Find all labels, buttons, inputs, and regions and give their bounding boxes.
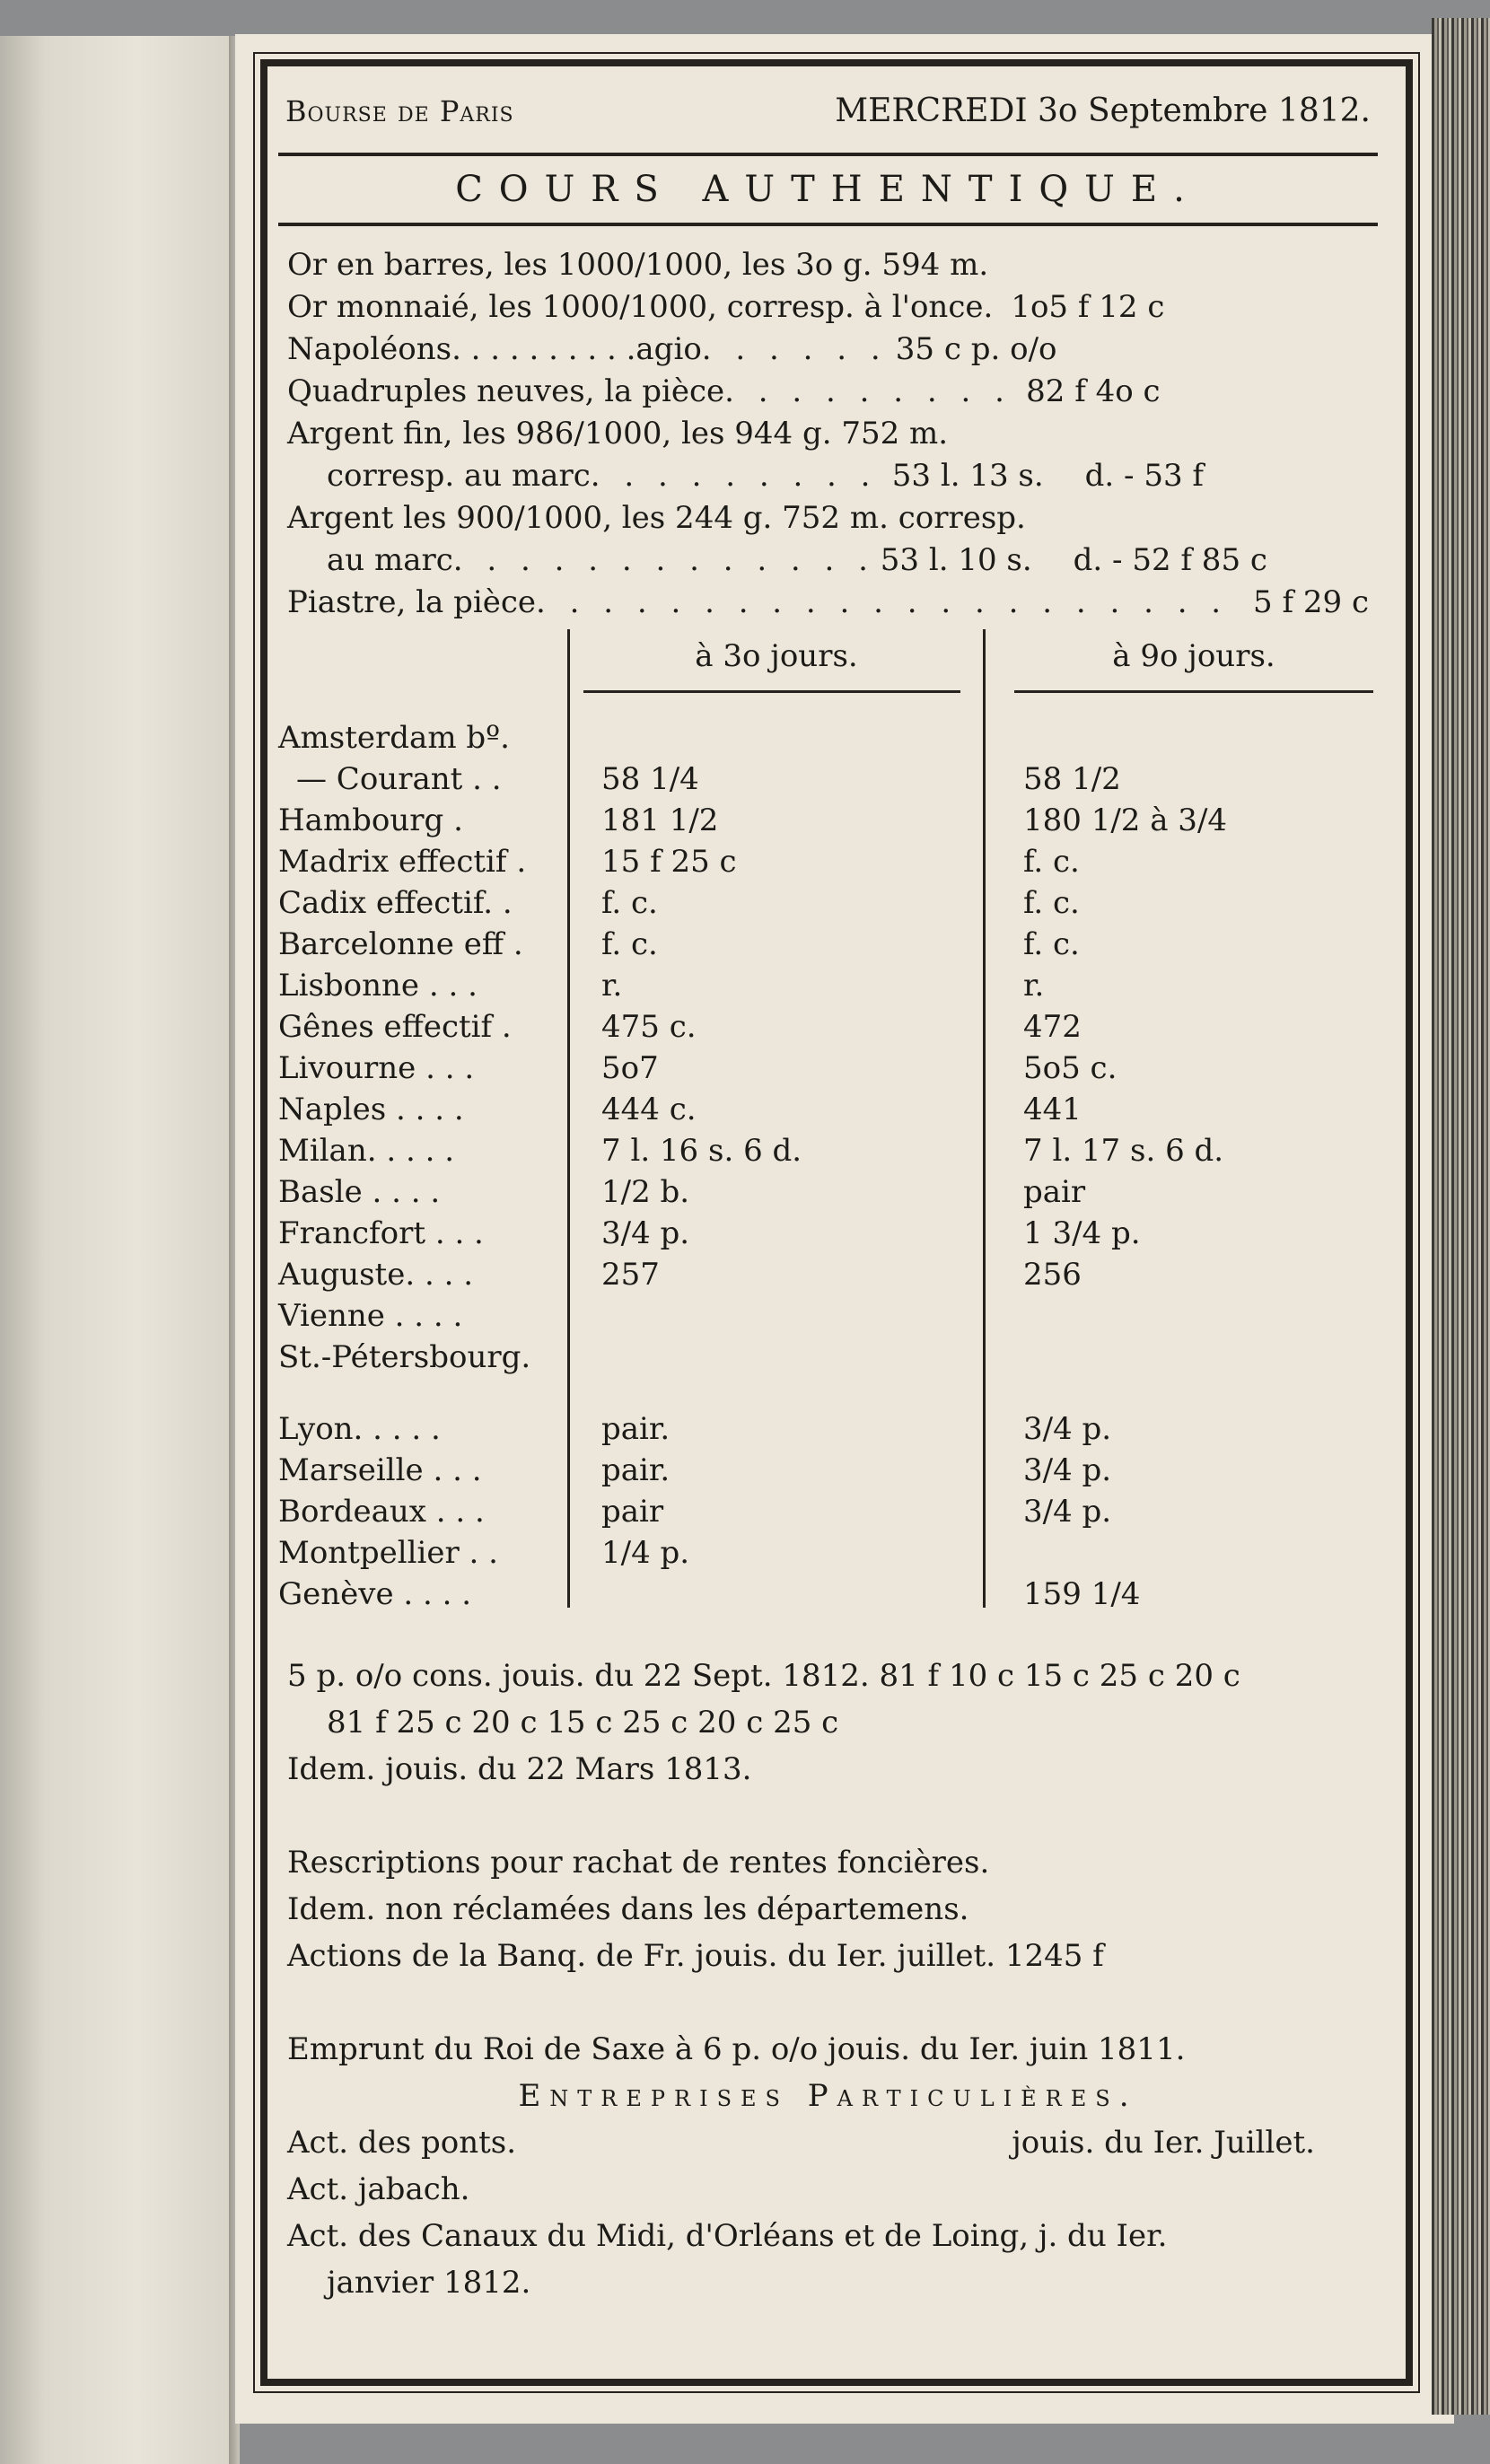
exchange-row: [278, 1574, 1378, 1615]
exchange-row: [278, 1337, 1378, 1378]
page-content: [278, 81, 1378, 2352]
header-bourse: Bourse de Paris: [285, 94, 514, 128]
entreprises-heading: Entreprises Particulières.: [518, 2078, 1138, 2114]
exchange-row: [278, 1491, 1378, 1532]
left-page: [0, 36, 229, 2464]
rate-30-days: 475 c.: [601, 1009, 697, 1045]
exchange-row: [278, 1089, 1378, 1130]
rente-line: Idem. non réclamées dans les départemens.: [287, 1891, 969, 1927]
exchange-city: Bordeaux . . .: [278, 1494, 485, 1530]
metal-line: Or monnaié, les 1000/1000, corresp. à l'once. 1o5 f 12 c: [287, 289, 1165, 325]
rate-30-days: pair: [601, 1494, 664, 1530]
exchange-city: Lyon. . . . .: [278, 1411, 441, 1447]
exchange-row: [278, 924, 1378, 965]
exchange-city: Vienne . . . .: [278, 1298, 463, 1334]
rate-90-days: 3/4 p.: [1023, 1411, 1112, 1447]
rate-90-days: 5o5 c.: [1023, 1050, 1118, 1086]
exchange-city: Genève . . . .: [278, 1576, 472, 1612]
column-header-rule: [1014, 690, 1373, 693]
metal-line: Argent fin, les 986/1000, les 944 g. 752 m.: [287, 416, 949, 452]
metal-line: Quadruples neuves, la pièce . . . 82 f 4o c: [287, 371, 1369, 413]
exchange-row: [278, 1450, 1378, 1491]
rate-90-days: 180 1/2 à 3/4: [1023, 802, 1228, 838]
rate-30-days: 5o7: [601, 1050, 659, 1086]
rente-line: janvier 1812.: [327, 2265, 531, 2301]
rente-line: Act. des ponts. jouis. du Ier. Juillet.: [287, 2125, 1315, 2161]
exchange-row: [278, 882, 1378, 924]
rate-90-days: 3/4 p.: [1023, 1452, 1112, 1488]
rente-line: Idem. jouis. du 22 Mars 1813.: [287, 1751, 752, 1787]
exchange-city: — Courant . .: [296, 761, 502, 797]
exchange-row: [278, 965, 1378, 1006]
rate-90-days: pair: [1023, 1174, 1086, 1210]
rate-30-days: 3/4 p.: [601, 1215, 690, 1251]
rate-30-days: pair.: [601, 1411, 670, 1447]
exchange-row: [278, 841, 1378, 882]
exchange-row: [278, 1295, 1378, 1337]
exchange-city: Francfort . . .: [278, 1215, 484, 1251]
column-header-rule: [583, 690, 960, 693]
exchange-row: [278, 717, 1378, 758]
rate-30-days: f. c.: [601, 926, 658, 962]
rate-90-days: f. c.: [1023, 885, 1080, 921]
rate-30-days: 7 l. 16 s. 6 d.: [601, 1133, 802, 1169]
rente-line: Act. des Canaux du Midi, d'Orléans et de Loing, j. du Ier.: [287, 2218, 1168, 2254]
exchange-row: [278, 1048, 1378, 1089]
rate-90-days: 472: [1023, 1009, 1082, 1045]
exchange-row: [278, 800, 1378, 841]
rate-90-days: 7 l. 17 s. 6 d.: [1023, 1133, 1224, 1169]
title-rule: [278, 223, 1378, 226]
exchange-city: Auguste. . . .: [278, 1257, 473, 1293]
column-header-90-days: à 9o jours.: [1112, 638, 1275, 674]
rate-90-days: 3/4 p.: [1023, 1494, 1112, 1530]
exchange-city: Lisbonne . . .: [278, 968, 478, 1004]
rente-line: Actions de la Banq. de Fr. jouis. du Ier. juillet. 1245 f: [287, 1938, 1104, 1974]
rate-30-days: 444 c.: [601, 1092, 697, 1127]
exchange-city: Madrix effectif .: [278, 844, 527, 880]
rate-90-days: 441: [1023, 1092, 1082, 1127]
exchange-city: St.-Pétersbourg.: [278, 1339, 531, 1375]
rentes-section: [278, 1653, 1378, 2306]
rate-90-days: f. c.: [1023, 926, 1080, 962]
page-edges: [1432, 18, 1490, 2415]
exchange-city: Basle . . . .: [278, 1174, 441, 1210]
metal-line: corresp. au marc . . . 53 l. 13 s. d. - 53 f: [287, 455, 1369, 497]
column-header-30-days: à 3o jours.: [695, 638, 858, 674]
rente-line: Act. jabach.: [287, 2171, 470, 2207]
rate-90-days: 256: [1023, 1257, 1082, 1293]
exchange-row: [278, 1408, 1378, 1450]
rate-30-days: 257: [601, 1257, 660, 1293]
rente-line: Emprunt du Roi de Saxe à 6 p. o/o jouis. du Ier. juin 1811.: [287, 2031, 1186, 2067]
exchange-rows: [278, 717, 1378, 1615]
rate-90-days: 1 3/4 p.: [1023, 1215, 1141, 1251]
exchange-city: Amsterdam bº.: [278, 720, 510, 756]
rate-30-days: 58 1/4: [601, 761, 699, 797]
exchange-city: Marseille . . .: [278, 1452, 482, 1488]
exchange-city: Gênes effectif .: [278, 1009, 512, 1045]
header-date: MERCREDI 3o Septembre 1812.: [835, 92, 1371, 129]
rate-90-days: 58 1/2: [1023, 761, 1121, 797]
rate-90-days: r.: [1023, 968, 1045, 1004]
rate-30-days: pair.: [601, 1452, 670, 1488]
metal-line: Piastre, la pièce . . . 5 f 29 c: [287, 582, 1369, 624]
rente-line: 5 p. o/o cons. jouis. du 22 Sept. 1812. 81 f 10 c 15 c 25 c 20 c: [287, 1658, 1240, 1694]
exchange-row: [278, 758, 1378, 800]
rente-line: 81 f 25 c 20 c 15 c 25 c 20 c 25 c: [327, 1705, 839, 1741]
rate-30-days: 1/2 b.: [601, 1174, 690, 1210]
exchange-city: Cadix effectif. .: [278, 885, 513, 921]
metal-line: Or en barres, les 1000/1000, les 3o g. 594 m.: [287, 247, 989, 283]
exchange-city: Milan. . . . .: [278, 1133, 454, 1169]
exchange-city: Hambourg .: [278, 802, 463, 838]
exchange-city: Montpellier . .: [278, 1535, 498, 1571]
exchange-city: Naples . . . .: [278, 1092, 464, 1127]
exchange-row: [278, 1213, 1378, 1254]
rate-30-days: 1/4 p.: [601, 1535, 690, 1571]
metal-line: Argent les 900/1000, les 244 g. 752 m. corresp.: [287, 500, 1026, 536]
exchange-table: [278, 629, 1378, 1653]
exchange-city: Livourne . . .: [278, 1050, 475, 1086]
metal-line: Napoléons. . . . . . . . . .agio . . . 35 c p. o/o: [287, 329, 1369, 371]
rate-30-days: 181 1/2: [601, 802, 719, 838]
exchange-city: Barcelonne eff .: [278, 926, 523, 962]
rate-90-days: f. c.: [1023, 844, 1080, 880]
header-rule: [278, 153, 1378, 156]
exchange-row: [278, 1130, 1378, 1171]
rate-90-days: 159 1/4: [1023, 1576, 1141, 1612]
exchange-row: [278, 1254, 1378, 1295]
rente-line: Rescriptions pour rachat de rentes foncières.: [287, 1845, 990, 1881]
exchange-row: [278, 1006, 1378, 1048]
metal-line: au marc . . . 53 l. 10 s. d. - 52 f 85 c: [287, 539, 1369, 582]
page-title: COURS AUTHENTIQUE.: [455, 169, 1201, 210]
row-spacer: [278, 1378, 1378, 1408]
exchange-row: [278, 1171, 1378, 1213]
page-header: [278, 81, 1378, 147]
metals-list: [278, 232, 1378, 624]
rate-30-days: r.: [601, 968, 623, 1004]
rate-30-days: f. c.: [601, 885, 658, 921]
rate-30-days: 15 f 25 c: [601, 844, 737, 880]
exchange-row: [278, 1532, 1378, 1574]
